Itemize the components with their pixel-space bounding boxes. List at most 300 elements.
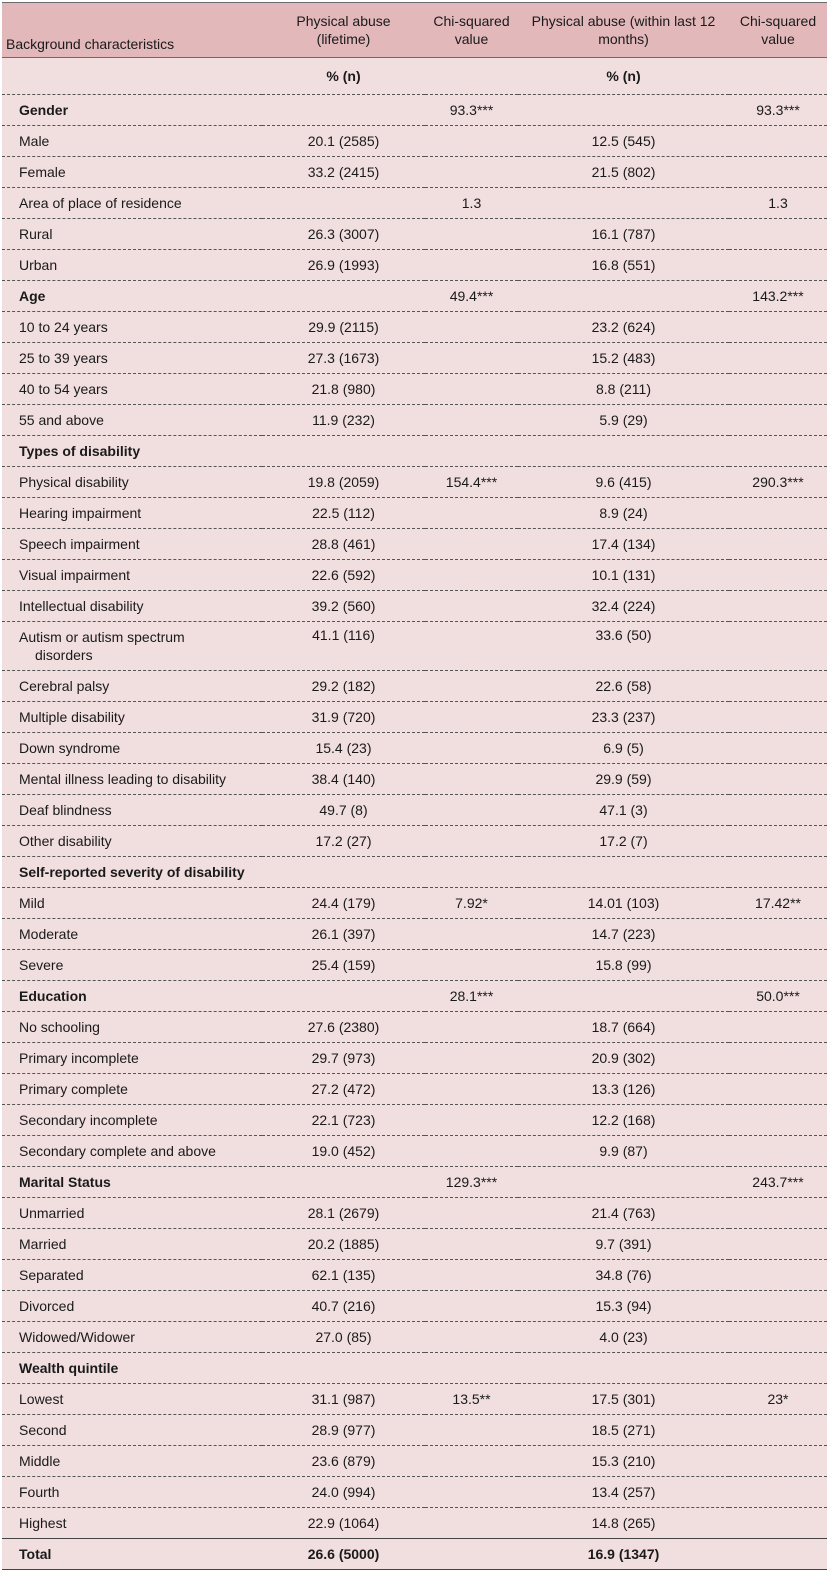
row-label-text: Speech impairment	[19, 536, 140, 552]
table-row	[2, 1508, 827, 1539]
last-12-months-value: 21.5 (802)	[518, 157, 729, 188]
chi-squared-lifetime-value	[425, 622, 518, 671]
last-12-months-value: 15.8 (99)	[518, 950, 729, 981]
chi-squared-lifetime-value	[425, 219, 518, 250]
chi-squared-lifetime-value	[425, 126, 518, 157]
row-label-text: Area of place of residence	[19, 195, 182, 211]
row-label	[2, 1415, 262, 1446]
lifetime-value: 22.6 (592)	[262, 560, 425, 591]
lifetime-value: 49.7 (8)	[262, 795, 425, 826]
chi-squared-lifetime-value	[425, 1074, 518, 1105]
row-label-text: Highest	[19, 1515, 67, 1531]
lifetime-value: 25.4 (159)	[262, 950, 425, 981]
chi-squared-lifetime-value	[425, 498, 518, 529]
row-label-text: Education	[19, 988, 87, 1004]
chi-squared-lifetime-value	[425, 1291, 518, 1322]
last-12-months-value	[518, 1167, 729, 1198]
row-label-text: Primary incomplete	[19, 1050, 139, 1066]
table-row	[2, 157, 827, 188]
chi-squared-last-12-months-value	[729, 1291, 827, 1322]
lifetime-value: 29.7 (973)	[262, 1043, 425, 1074]
row-label-text: Cerebral palsy	[19, 678, 110, 694]
chi-squared-lifetime-value: 28.1***	[425, 981, 518, 1012]
chi-squared-lifetime-value	[425, 1322, 518, 1353]
table-row	[2, 312, 827, 343]
lifetime-value: 27.0 (85)	[262, 1322, 425, 1353]
last-12-months-value: 17.4 (134)	[518, 529, 729, 560]
lifetime-value: 20.1 (2585)	[262, 126, 425, 157]
chi-squared-last-12-months-value	[729, 671, 827, 702]
row-label	[2, 1043, 262, 1074]
row-label-text: Widowed/Widower	[19, 1329, 135, 1345]
chi-squared-last-12-months-value: 93.3***	[729, 95, 827, 126]
chi-squared-lifetime-value	[425, 1539, 518, 1570]
chi-squared-lifetime-value	[425, 764, 518, 795]
last-12-months-value	[518, 188, 729, 219]
row-label	[2, 467, 262, 498]
chi-squared-last-12-months-value	[729, 1415, 827, 1446]
chi-squared-last-12-months-value	[729, 622, 827, 671]
lifetime-value: 22.5 (112)	[262, 498, 425, 529]
lifetime-value: 29.2 (182)	[262, 671, 425, 702]
table-row	[2, 498, 827, 529]
chi-squared-last-12-months-value: 50.0***	[729, 981, 827, 1012]
row-label-text: Gender	[19, 102, 69, 118]
chi-squared-last-12-months-value	[729, 733, 827, 764]
chi-squared-last-12-months-value	[729, 1260, 827, 1291]
row-label	[2, 529, 262, 560]
last-12-months-value: 4.0 (23)	[518, 1322, 729, 1353]
lifetime-value: 17.2 (27)	[262, 826, 425, 857]
row-label	[2, 795, 262, 826]
row-label	[2, 1353, 262, 1384]
row-label-text: Marital Status	[19, 1174, 111, 1190]
last-12-months-value	[518, 1353, 729, 1384]
table-row	[2, 467, 827, 498]
table-row	[2, 950, 827, 981]
last-12-months-value	[518, 436, 729, 467]
table-header	[2, 3, 827, 58]
last-12-months-value: 22.6 (58)	[518, 671, 729, 702]
row-label	[2, 591, 262, 622]
chi-squared-last-12-months-value	[729, 312, 827, 343]
units-row	[2, 58, 827, 95]
chi-squared-lifetime-value	[425, 436, 518, 467]
row-label-text: Down syndrome	[19, 740, 121, 756]
table-row	[2, 1322, 827, 1353]
lifetime-value: 27.2 (472)	[262, 1074, 425, 1105]
table-row	[2, 405, 827, 436]
last-12-months-value: 15.2 (483)	[518, 343, 729, 374]
lifetime-value: 28.1 (2679)	[262, 1198, 425, 1229]
units-lifetime: % (n)	[262, 58, 425, 95]
row-label	[2, 312, 262, 343]
last-12-months-value: 16.8 (551)	[518, 250, 729, 281]
row-label	[2, 1012, 262, 1043]
units-spacer	[729, 58, 827, 95]
last-12-months-value	[518, 981, 729, 1012]
chi-squared-last-12-months-value	[729, 857, 827, 888]
chi-squared-last-12-months-value	[729, 1105, 827, 1136]
last-12-months-value: 13.4 (257)	[518, 1477, 729, 1508]
row-label	[2, 981, 262, 1012]
last-12-months-value: 20.9 (302)	[518, 1043, 729, 1074]
row-label-text: Physical disability	[19, 474, 129, 490]
row-label	[2, 826, 262, 857]
chi-squared-lifetime-value	[425, 919, 518, 950]
last-12-months-value: 33.6 (50)	[518, 622, 729, 671]
chi-squared-lifetime-value	[425, 374, 518, 405]
row-label-text: Separated	[19, 1267, 84, 1283]
row-label	[2, 1322, 262, 1353]
chi-squared-last-12-months-value	[729, 1074, 827, 1105]
last-12-months-value: 23.2 (624)	[518, 312, 729, 343]
lifetime-value: 39.2 (560)	[262, 591, 425, 622]
chi-squared-lifetime-value	[425, 1508, 518, 1539]
row-label	[2, 764, 262, 795]
chi-squared-last-12-months-value	[729, 1198, 827, 1229]
row-label-text: Moderate	[19, 926, 79, 942]
chi-squared-last-12-months-value	[729, 498, 827, 529]
last-12-months-value: 15.3 (210)	[518, 1446, 729, 1477]
last-12-months-value: 16.9 (1347)	[518, 1539, 729, 1570]
lifetime-value: 19.0 (452)	[262, 1136, 425, 1167]
table-row	[2, 1291, 827, 1322]
chi-squared-last-12-months-value	[729, 1012, 827, 1043]
group-header-row	[2, 95, 827, 126]
last-12-months-value: 12.2 (168)	[518, 1105, 729, 1136]
chi-squared-last-12-months-value	[729, 591, 827, 622]
total-row	[2, 1539, 827, 1570]
last-12-months-value: 15.3 (94)	[518, 1291, 729, 1322]
lifetime-value: 27.6 (2380)	[262, 1012, 425, 1043]
chi-squared-last-12-months-value	[729, 1353, 827, 1384]
lifetime-value: 24.0 (994)	[262, 1477, 425, 1508]
row-label	[2, 157, 262, 188]
lifetime-value	[262, 1353, 425, 1384]
table-row	[2, 1229, 827, 1260]
chi-squared-last-12-months-value: 143.2***	[729, 281, 827, 312]
row-label	[2, 1105, 262, 1136]
row-label-text: 25 to 39 years	[19, 350, 108, 366]
last-12-months-value: 8.8 (211)	[518, 374, 729, 405]
row-label-text: Types of disability	[19, 443, 141, 459]
row-label-text: Total	[19, 1546, 52, 1562]
row-label-text: Primary complete	[19, 1081, 128, 1097]
chi-squared-lifetime-value	[425, 405, 518, 436]
table-row	[2, 219, 827, 250]
table-row	[2, 1415, 827, 1446]
chi-squared-last-12-months-value	[729, 126, 827, 157]
last-12-months-value	[518, 857, 729, 888]
row-label	[2, 1446, 262, 1477]
physical-abuse-table	[2, 2, 827, 1570]
row-label	[2, 374, 262, 405]
last-12-months-value	[518, 95, 729, 126]
chi-squared-lifetime-value	[425, 1260, 518, 1291]
lifetime-value	[262, 188, 425, 219]
table-row	[2, 733, 827, 764]
row-label-text: Age	[19, 288, 46, 304]
row-label	[2, 1136, 262, 1167]
table-row	[2, 622, 827, 671]
row-label-text: 40 to 54 years	[19, 381, 108, 397]
lifetime-value: 29.9 (2115)	[262, 312, 425, 343]
chi-squared-lifetime-value	[425, 795, 518, 826]
chi-squared-lifetime-value	[425, 1136, 518, 1167]
lifetime-value: 41.1 (116)	[262, 622, 425, 671]
lifetime-value: 26.3 (3007)	[262, 219, 425, 250]
row-label-text: Divorced	[19, 1298, 75, 1314]
row-label-text: Middle	[19, 1453, 61, 1469]
row-label	[2, 1260, 262, 1291]
row-label	[2, 219, 262, 250]
lifetime-value: 11.9 (232)	[262, 405, 425, 436]
row-label-text: Severe	[19, 957, 64, 973]
lifetime-value	[262, 436, 425, 467]
row-label	[2, 857, 262, 888]
chi-squared-last-12-months-value: 243.7***	[729, 1167, 827, 1198]
lifetime-value: 21.8 (980)	[262, 374, 425, 405]
chi-squared-lifetime-value	[425, 1043, 518, 1074]
row-label	[2, 671, 262, 702]
chi-squared-lifetime-value	[425, 529, 518, 560]
lifetime-value	[262, 981, 425, 1012]
chi-squared-lifetime-value	[425, 157, 518, 188]
chi-squared-lifetime-value	[425, 733, 518, 764]
row-label-text: Wealth quintile	[19, 1360, 119, 1376]
chi-squared-last-12-months-value: 23*	[729, 1384, 827, 1415]
last-12-months-value: 32.4 (224)	[518, 591, 729, 622]
table-row	[2, 1198, 827, 1229]
chi-squared-last-12-months-value	[729, 374, 827, 405]
chi-squared-last-12-months-value	[729, 950, 827, 981]
chi-squared-last-12-months-value	[729, 157, 827, 188]
chi-squared-lifetime-value: 93.3***	[425, 95, 518, 126]
last-12-months-value: 34.8 (76)	[518, 1260, 729, 1291]
chi-squared-last-12-months-value	[729, 1446, 827, 1477]
table-row	[2, 764, 827, 795]
last-12-months-value: 9.6 (415)	[518, 467, 729, 498]
chi-squared-last-12-months-value: 17.42**	[729, 888, 827, 919]
lifetime-value: 24.4 (179)	[262, 888, 425, 919]
chi-squared-lifetime-value	[425, 671, 518, 702]
lifetime-value	[262, 95, 425, 126]
last-12-months-value: 6.9 (5)	[518, 733, 729, 764]
units-last-12-months: % (n)	[518, 58, 729, 95]
row-label-text: Secondary complete and above	[19, 1143, 216, 1159]
lifetime-value: 20.2 (1885)	[262, 1229, 425, 1260]
table-row	[2, 374, 827, 405]
header-background-characteristics: Background characteristics	[2, 3, 262, 58]
last-12-months-value: 29.9 (59)	[518, 764, 729, 795]
row-label-text: Male	[19, 133, 50, 149]
row-label-text: Mild	[19, 895, 45, 911]
table-row	[2, 1477, 827, 1508]
chi-squared-lifetime-value: 13.5**	[425, 1384, 518, 1415]
table-row	[2, 188, 827, 219]
chi-squared-last-12-months-value	[729, 1539, 827, 1570]
chi-squared-last-12-months-value	[729, 560, 827, 591]
table-row	[2, 702, 827, 733]
row-label-text: Other disability	[19, 833, 112, 849]
group-header-row	[2, 436, 827, 467]
lifetime-value: 38.4 (140)	[262, 764, 425, 795]
row-label	[2, 702, 262, 733]
lifetime-value: 26.6 (5000)	[262, 1539, 425, 1570]
table-row	[2, 250, 827, 281]
header-physical-abuse-last-12-months: Physical abuse (within last 12 months)	[518, 3, 729, 58]
lifetime-value: 26.1 (397)	[262, 919, 425, 950]
row-label-text: Self-reported severity of disability	[19, 864, 245, 880]
header-physical-abuse-lifetime: Physical abuse (lifetime)	[262, 3, 425, 58]
chi-squared-lifetime-value	[425, 1198, 518, 1229]
row-label-text: Deaf blindness	[19, 802, 112, 818]
chi-squared-lifetime-value	[425, 1446, 518, 1477]
chi-squared-last-12-months-value	[729, 1322, 827, 1353]
chi-squared-lifetime-value: 1.3	[425, 188, 518, 219]
lifetime-value: 28.9 (977)	[262, 1415, 425, 1446]
table-row	[2, 795, 827, 826]
chi-squared-last-12-months-value	[729, 702, 827, 733]
row-label	[2, 281, 262, 312]
row-label-text: Multiple disability	[19, 709, 125, 725]
chi-squared-lifetime-value	[425, 1229, 518, 1260]
last-12-months-value	[518, 281, 729, 312]
last-12-months-value: 18.7 (664)	[518, 1012, 729, 1043]
chi-squared-lifetime-value	[425, 1353, 518, 1384]
row-label-text: Married	[19, 1236, 67, 1252]
chi-squared-lifetime-value	[425, 560, 518, 591]
lifetime-value: 27.3 (1673)	[262, 343, 425, 374]
chi-squared-last-12-months-value	[729, 1136, 827, 1167]
header-chi-squared-last-12-months: Chi-squared value	[729, 3, 827, 58]
row-label	[2, 250, 262, 281]
last-12-months-value: 9.7 (391)	[518, 1229, 729, 1260]
chi-squared-lifetime-value	[425, 1012, 518, 1043]
chi-squared-lifetime-value	[425, 826, 518, 857]
row-label	[2, 1074, 262, 1105]
chi-squared-last-12-months-value	[729, 343, 827, 374]
table-row	[2, 560, 827, 591]
group-header-row	[2, 857, 827, 888]
row-label	[2, 1167, 262, 1198]
row-label-text: Visual impairment	[19, 567, 131, 583]
row-label	[2, 1229, 262, 1260]
table-row	[2, 529, 827, 560]
chi-squared-lifetime-value: 7.92*	[425, 888, 518, 919]
lifetime-value: 22.1 (723)	[262, 1105, 425, 1136]
lifetime-value: 23.6 (879)	[262, 1446, 425, 1477]
group-header-row	[2, 1167, 827, 1198]
chi-squared-lifetime-value	[425, 950, 518, 981]
units-spacer	[425, 58, 518, 95]
chi-squared-last-12-months-value	[729, 1043, 827, 1074]
row-label	[2, 126, 262, 157]
table-row	[2, 343, 827, 374]
table-row	[2, 826, 827, 857]
last-12-months-value: 17.5 (301)	[518, 1384, 729, 1415]
table-body	[2, 58, 827, 1570]
last-12-months-value: 9.9 (87)	[518, 1136, 729, 1167]
chi-squared-lifetime-value: 129.3***	[425, 1167, 518, 1198]
table-row	[2, 126, 827, 157]
row-label-text: Secondary incomplete	[19, 1112, 158, 1128]
row-label-text: Unmarried	[19, 1205, 85, 1221]
row-label-text: Fourth	[19, 1484, 60, 1500]
table-row	[2, 919, 827, 950]
row-label	[2, 498, 262, 529]
lifetime-value	[262, 281, 425, 312]
row-label	[2, 950, 262, 981]
row-label-text: 10 to 24 years	[19, 319, 108, 335]
chi-squared-lifetime-value	[425, 591, 518, 622]
table-row	[2, 1012, 827, 1043]
row-label	[2, 560, 262, 591]
row-label	[2, 1291, 262, 1322]
lifetime-value: 19.8 (2059)	[262, 467, 425, 498]
group-header-row	[2, 981, 827, 1012]
chi-squared-last-12-months-value	[729, 1508, 827, 1539]
chi-squared-lifetime-value: 154.4***	[425, 467, 518, 498]
table-row	[2, 1105, 827, 1136]
chi-squared-last-12-months-value	[729, 529, 827, 560]
table-row	[2, 1074, 827, 1105]
table-row	[2, 1136, 827, 1167]
row-label	[2, 405, 262, 436]
row-label	[2, 1198, 262, 1229]
row-label	[2, 188, 262, 219]
chi-squared-last-12-months-value	[729, 1229, 827, 1260]
lifetime-value: 22.9 (1064)	[262, 1508, 425, 1539]
chi-squared-lifetime-value	[425, 1105, 518, 1136]
last-12-months-value: 18.5 (271)	[518, 1415, 729, 1446]
last-12-months-value: 14.8 (265)	[518, 1508, 729, 1539]
table-row	[2, 1043, 827, 1074]
row-label	[2, 1384, 262, 1415]
lifetime-value: 33.2 (2415)	[262, 157, 425, 188]
chi-squared-last-12-months-value	[729, 795, 827, 826]
row-label-text: Urban	[19, 257, 58, 273]
chi-squared-last-12-months-value	[729, 405, 827, 436]
group-header-row	[2, 1353, 827, 1384]
last-12-months-value: 10.1 (131)	[518, 560, 729, 591]
row-label-text: Second	[19, 1422, 67, 1438]
row-label-text: Autism or autism spectrum	[19, 629, 185, 645]
group-header-row	[2, 281, 827, 312]
chi-squared-lifetime-value	[425, 250, 518, 281]
chi-squared-last-12-months-value	[729, 764, 827, 795]
row-label	[2, 1508, 262, 1539]
last-12-months-value: 12.5 (545)	[518, 126, 729, 157]
chi-squared-last-12-months-value	[729, 919, 827, 950]
lifetime-value: 15.4 (23)	[262, 733, 425, 764]
chi-squared-last-12-months-value: 290.3***	[729, 467, 827, 498]
row-label	[2, 95, 262, 126]
last-12-months-value: 14.7 (223)	[518, 919, 729, 950]
row-label-text: Mental illness leading to disability	[19, 771, 226, 787]
last-12-months-value: 5.9 (29)	[518, 405, 729, 436]
row-label	[2, 1477, 262, 1508]
table-row	[2, 888, 827, 919]
chi-squared-last-12-months-value: 1.3	[729, 188, 827, 219]
row-label	[2, 1539, 262, 1570]
last-12-months-value: 23.3 (237)	[518, 702, 729, 733]
last-12-months-value: 14.01 (103)	[518, 888, 729, 919]
chi-squared-last-12-months-value	[729, 826, 827, 857]
chi-squared-lifetime-value	[425, 702, 518, 733]
row-label-text: Intellectual disability	[19, 598, 144, 614]
